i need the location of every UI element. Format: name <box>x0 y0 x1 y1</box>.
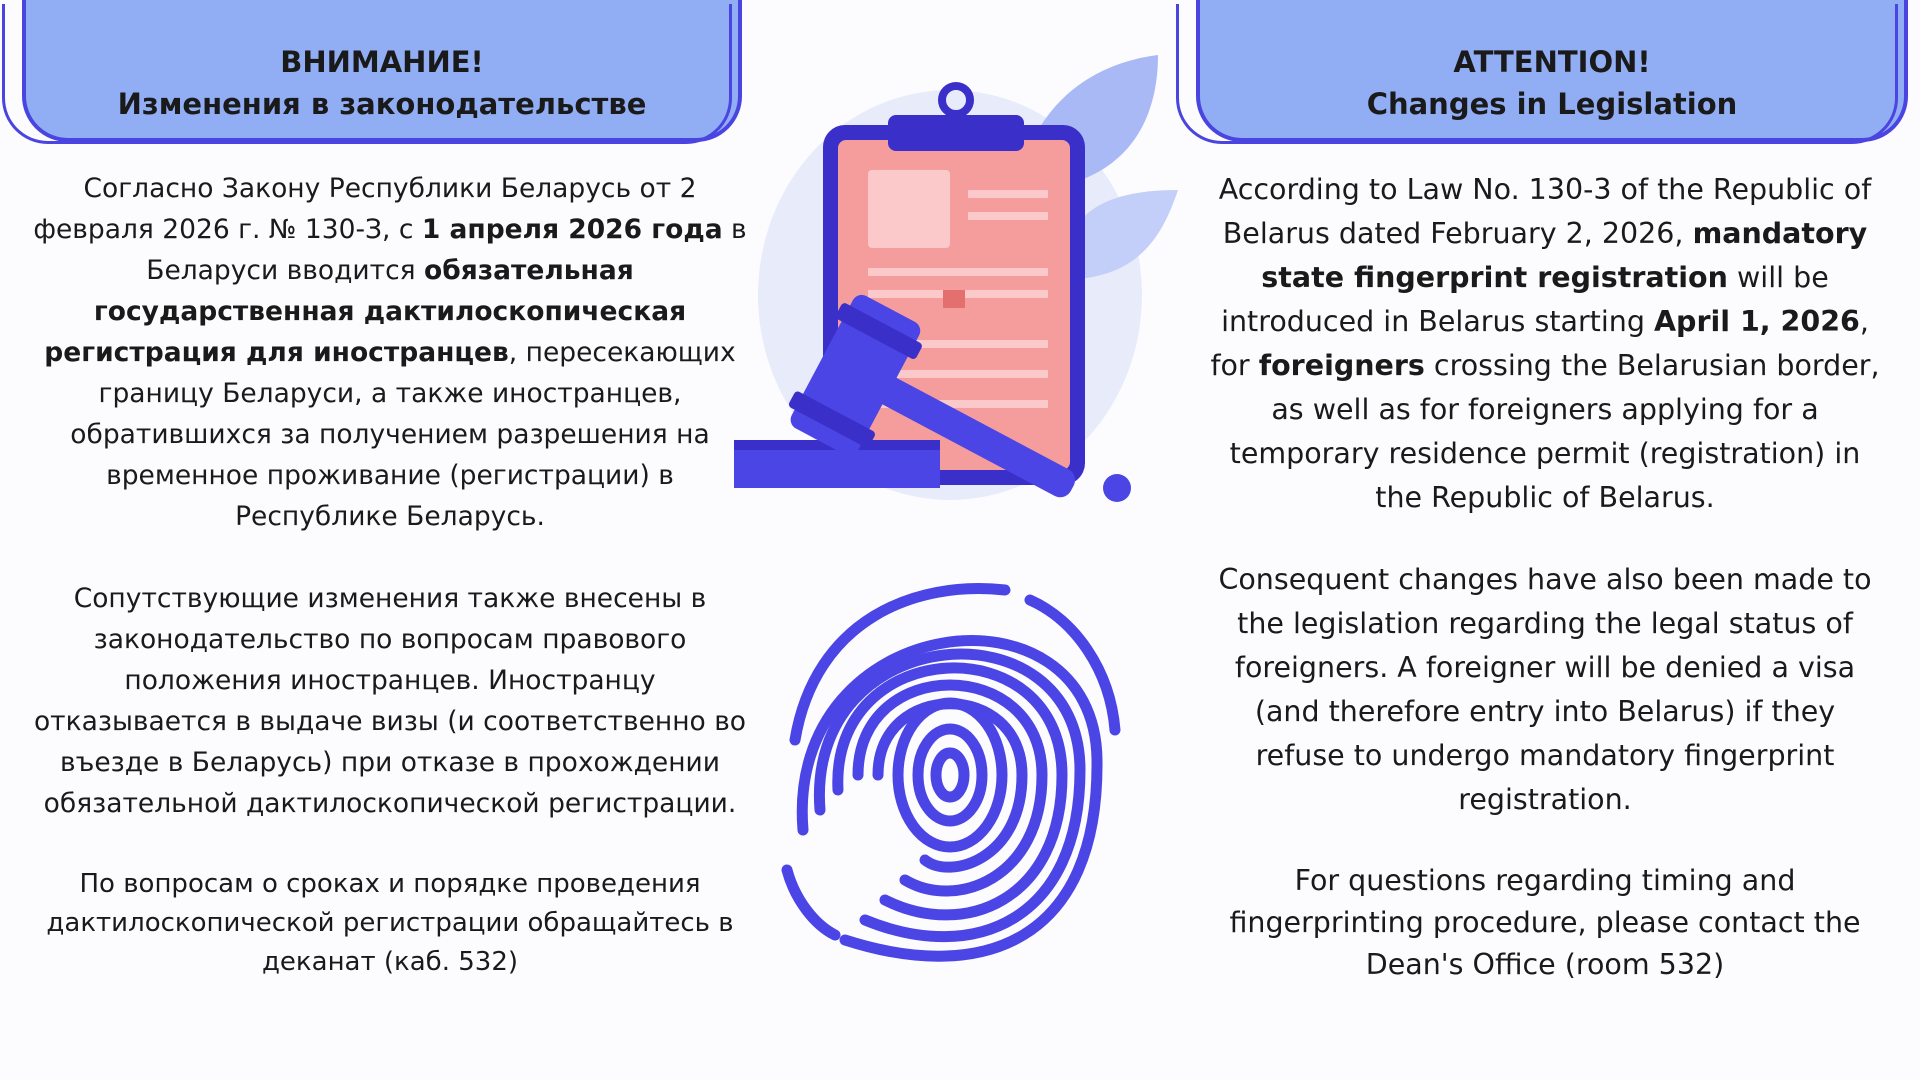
ru-p1-emphasis: обязательная государственная дактилоскопическая регистрация для иностранцев <box>44 255 687 368</box>
en-p1-text4: crossing the Belarusian border, as well as for foreigners applying for a temporary residence permit (registration) in the Republic of Belarus. <box>1229 349 1880 514</box>
fingerprint-icon <box>775 560 1125 990</box>
banner-ru-title: ВНИМАНИЕ! <box>280 45 484 79</box>
banner-en-title: ATTENTION! <box>1453 45 1651 79</box>
ru-paragraph-2: Сопутствующие изменения также внесены в законодательство по вопросам правового положения иностранцев. Иностранцу отказывается в выдаче визы (и соответственно во въезде в Беларусь) при отказе в прохождении обязательной дактилоскопической регистрации. <box>33 583 747 819</box>
ru-p1-text: Согласно Закону Республики Беларусь от 2 февраля 2026 г. № 130-З, с <box>33 173 697 245</box>
banner-ru-subtitle: Изменения в законодательстве <box>117 87 647 121</box>
banner-ru <box>22 0 742 142</box>
en-paragraph-1 <box>1210 168 1880 520</box>
legal-illustration <box>728 40 1188 520</box>
ru-p1-date: 1 апреля 2026 года <box>421 214 723 245</box>
en-p1-foreigners: foreigners <box>1258 349 1425 382</box>
en-paragraph-3: For questions regarding timing and fingerprinting procedure, please contact the Dean's Office (room 532) <box>1229 864 1861 981</box>
banner-en <box>1196 0 1908 142</box>
en-p1-text: According to Law No. 130-3 of the Republic of Belarus dated February 2, 2026, <box>1218 173 1872 250</box>
en-p1-date: April 1, 2026 <box>1653 305 1860 338</box>
en-p1-emphasis: mandatory state fingerprint registration <box>1261 217 1868 294</box>
text-en <box>1210 168 1880 986</box>
en-p1-text2: will be introduced in Belarus starting <box>1221 261 1829 338</box>
ru-paragraph-3: По вопросам о сроках и порядке проведения дактилоскопической регистрации обращайтесь в деканат (каб. 532) <box>46 869 734 977</box>
ru-p1-text2: в Беларуси вводится <box>146 214 747 286</box>
en-paragraph-2: Consequent changes have also been made to the legislation regarding the legal status of foreigners. A foreigner will be denied a visa (and therefore entry into Belarus) if they refuse to undergo mandatory fingerprint registration. <box>1218 563 1872 816</box>
text-ru <box>30 168 750 982</box>
banner-en-subtitle: Changes in Legislation <box>1366 87 1738 121</box>
en-p1-text3: , for <box>1210 305 1869 382</box>
ru-p1-text3: , пересекающих границу Беларуси, а также иностранцев, обратившихся за получением разрешения на временное проживание (регистрации) в Республике Беларусь. <box>70 337 736 532</box>
ru-paragraph-1 <box>30 168 750 537</box>
